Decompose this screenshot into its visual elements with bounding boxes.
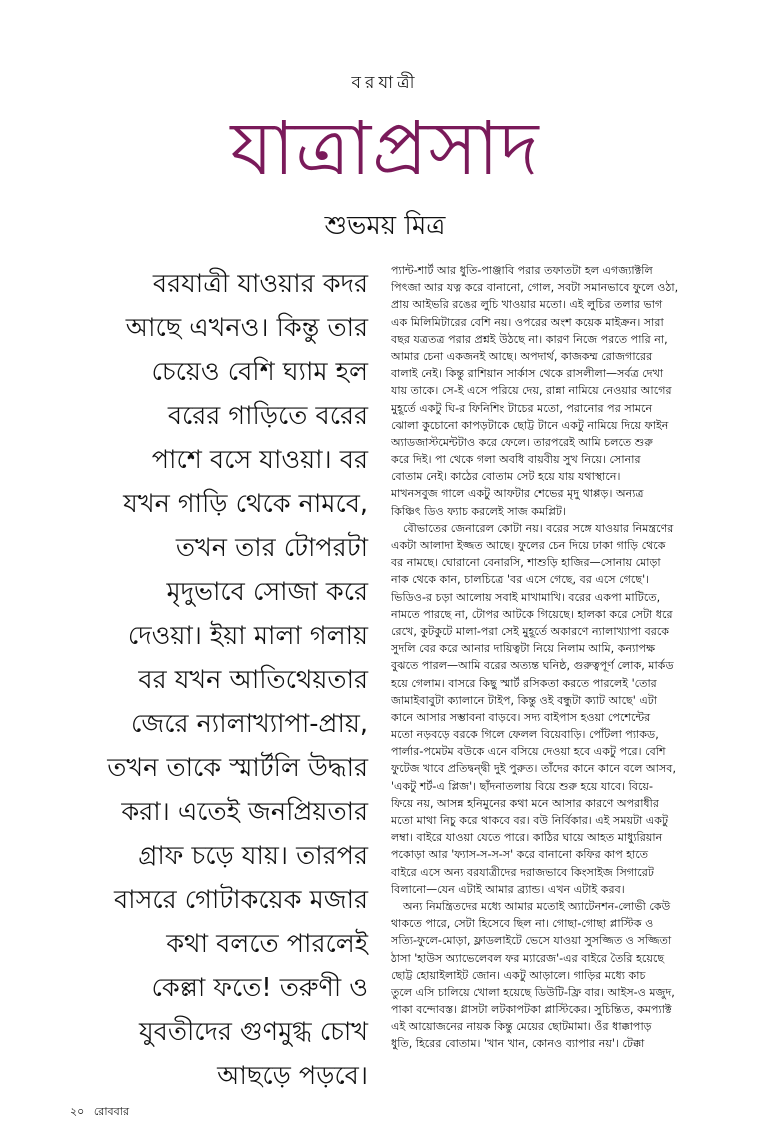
lead-line: তখন তার টোপরটা — [175, 533, 368, 563]
body-line: প্যান্ট-শার্ট আর ধুতি-পাঞ্জাবি পরার তফাতটা হল এগজ্যাক্টলি — [391, 264, 653, 277]
body-line: থাকতে পারে, সেটা হিসেবে ছিল না। গোছা-গোছা প্লাস্টিক ও — [391, 917, 654, 931]
body-line: ফুটেজ খাবে প্রতিদ্বন্দ্বী দুই পুরুত। তাঁদের কানে কানে বলে আসব, — [391, 762, 677, 776]
body-line: বছর যত্রতত্র পরার প্রশ্নই উঠছে না। কারণ নিজে পরতে পারি না, — [391, 332, 668, 346]
body-line: প্রায় আইভরি রঙের লুচি খাওয়ার মতো। এই লুচির তলার ভাগ — [391, 298, 663, 312]
lead-line: বরের গাড়িতে বরের — [167, 401, 368, 431]
body-line: আমার চেনা একজনই আছে। অপদার্থ, কাজকম্ম রোজগারের — [391, 349, 653, 363]
body-line: এক মিলিমিটারের বেশি নয়। ওপরের অংশ কয়েক মাইক্রন। সারা — [391, 315, 664, 329]
body-line: পকোড়া আর 'ফ্যাস-স-স-স' করে বানানো কফির কাপ হাতে — [391, 848, 649, 862]
section-label: বরযাত্রী — [351, 73, 419, 93]
body-line: ফিয়ে নয়, আসন্ন হনিমুনের কথা মনে আসার কারণে অপরাধীর — [391, 796, 659, 810]
body-line: নাক থেকে কান, চালচিত্রে 'বর এসে গেছে, বর এসে গেছে'। — [391, 573, 650, 587]
body-line: মতো নড়বড়ে বরকে গিলে ফেলল বিয়েবাড়ি। পোঁটলা প্যাকড, — [391, 728, 659, 742]
body-line: কিঞ্চিৎ ডিও ফ্যাচ করলেই সাজ কমপ্লিট। — [391, 504, 566, 518]
lead-line: বর যখন আতিথেয়তার — [138, 665, 368, 695]
body-line: ঝোলা কুচোনো কাপড়টাকে ছোট্ট টানে একটু নামিয়ে দিয়ে ফাইন — [391, 418, 669, 432]
body-line: তুলে এসি চালিয়ে খোলা হয়েছে ডিউটি-ফ্রি বার। আইস-ও মজুদ, — [391, 985, 675, 999]
body-line: বাইরে এসে অন্য বরযাত্রীদের দরাজভাবে কিংসাইজ সিগারেট — [391, 865, 654, 879]
publication-name: রোববার — [93, 1105, 130, 1118]
lead-line: কথা বলতে পারলেই — [166, 929, 368, 959]
lead-line: তখন তাকে স্মার্টলি উদ্ধার — [107, 753, 368, 783]
body-line: বিলানো—যেন এটাই আমার ব্র্যান্ড। এখন এটাই করব। — [391, 882, 625, 896]
body-line: এই আয়োজনের নায়ক কিন্তু মেয়ের ছোটমামা। ওঁর ধাক্কাপাড় — [391, 1020, 652, 1034]
body-line: মাখনসবুজ গালে একটু আফটার শেভের মৃদু থাপ্পড়। অন্যত্র — [391, 487, 644, 501]
body-line: ঠাসা 'হাউস অ্যাভেলেবল ফর ম্যারেজ'-এর বাইরে তৈরি হয়েছে — [391, 951, 665, 965]
body-line: সত্যি-ফুলে-মোড়া, ফ্লাডলাইটে ভেসে যাওয়া সুসজ্জিত ও সজ্জিতা — [391, 934, 672, 948]
body-line: কানে আসার সম্ভাবনা বাড়বে। সদ্য বাইপাস হওয়া পেশেন্টের — [391, 710, 651, 724]
lead-line: করা। এতেই জনপ্রিয়তার — [121, 797, 368, 827]
lead-line: যুবতীদের গুণমুগ্ধ চোখ — [138, 1017, 368, 1047]
body-line: ধুতি, হিরের বোতাম। 'খান খান, কোনও ব্যাপার নয়'। টেক্কা — [391, 1037, 645, 1051]
lead-line: বাসরে গোটাকয়েক মজার — [113, 885, 368, 915]
body-line: করে দিই। পা থেকে গলা অবধি বায়বীয় সুখ নিয়ে। সোনার — [391, 453, 641, 467]
lead-paragraph — [48, 262, 368, 1098]
lead-line: পাশে বসে যাওয়া। বর — [151, 445, 368, 475]
body-line: পার্লার-পমেটম বউকে এনে বসিয়ে দেওয়া হবে একটু পরে। বেশি — [391, 745, 666, 759]
lead-line: মৃদুভাবে সোজা করে — [166, 577, 368, 607]
headline: যাত্রাপ্রসাদ — [230, 106, 540, 192]
body-line: 'একটু শর্ট-এ প্লিজ'। ছাঁদনাতলায় বিয়ে শুরু হয়ে যাবে। বিয়ে- — [391, 779, 653, 793]
body-line: রেখে, কুটকুটে মালা-পরা সেই মুহূর্তে অকারণে ন্যালাখ্যাপা বরকে — [391, 624, 670, 638]
lead-line: আছে এখনও। কিন্তু তার — [125, 313, 368, 343]
folio — [70, 1103, 135, 1122]
page-number: ২০ — [70, 1105, 85, 1118]
body-line: ছোট্ট হোয়াইলাইট জোন। একটু আড়ালে। গাড়ির মধ্যে কাচ — [391, 968, 646, 982]
body-line: হয়ে গেলাম। বাসরে কিছু স্মার্ট রসিকতা করতে পারলেই 'তোর — [391, 676, 657, 690]
lead-line: বরযাত্রী যাওয়ার কদর — [152, 269, 368, 299]
body-line: বালাই নেই। কিন্তু রাশিয়ান সার্কাস থেকে রাসলীলা—সর্বত্র দেখা — [391, 367, 664, 381]
body-line: সুদলি বের করে আনার দায়িত্বটা নিয়ে নিলাম আমি, কন্যাপক্ষ — [391, 642, 656, 656]
body-line: বুঝতে পারল—আমি বরের অত্যন্ত ঘনিষ্ঠ, গুরুত্বপূর্ণ লোক, মার্কড — [391, 659, 674, 673]
body-line: একটা আলাদা ইজ্জত আছে। ফুলের চেন দিয়ে ঢাকা গাড়ি থেকে — [391, 539, 666, 552]
lead-line: যখন গাড়ি থেকে নামবে, — [123, 489, 368, 519]
lead-line: দেওয়া। ইয়া মালা গলায় — [127, 621, 368, 651]
body-line: অন্য নিমন্ত্রিতদের মধ্যে আমার মতোই অ্যাটেনশন-লোভী কেউ — [403, 899, 671, 913]
lead-line: আছড়ে পড়বে। — [217, 1061, 368, 1091]
body-line: পিৎজা আর যত্ন করে বানানো, গোল, সবটা সমানভাবে ফুলে ওঠা, — [391, 281, 679, 295]
lead-line: চেয়েও বেশি ঘ্যাম হল — [151, 357, 368, 387]
lead-line: গ্রাফ চড়ে যায়। তারপর — [138, 841, 368, 871]
body-line: ভিডিও-র চড়া আলোয় সবাই মাখামাখি। বরের একপা মাটিতে, — [391, 590, 661, 604]
body-line: মুহূর্তে একটু ঘি-র ফিনিশিং টাচের মতো, পরানোর পর সামনে — [391, 401, 653, 415]
body-line: বোতাম নেই। কাঠের বোতাম সেট হয়ে যায় যথাস্থানে। — [391, 470, 621, 484]
lead-line: জেরে ন্যালাখ্যাপা-প্রায়, — [131, 709, 368, 739]
body-line: অ্যাডজাস্টমেন্টটাও করে ফেলে। তারপরেই আমি চলতে শুরু — [391, 435, 653, 449]
body-line: মতো মাথা নিচু করে থাকবে বর। বউ নির্বিকার। এই সময়টা একটু — [391, 814, 669, 827]
byline: শুভময় মিত্র — [324, 211, 446, 241]
body-line: লম্বা। বাইরে যাওয়া যেতে পারে। কাঠির ঘায়ে আহত মাধ্যুরিয়ান — [391, 831, 663, 845]
body-line: পাকা বন্দোবস্ত। গ্লাসটা লটকাপটকা প্লাস্টিকের। সুচিন্তিত, কমপ্যাক্ট — [391, 1003, 672, 1017]
body-column — [391, 262, 723, 1053]
body-line: যায় তাকে। সে-ই এসে পরিয়ে দেয়, রান্না নামিয়ে নেওয়ার আগের — [391, 384, 672, 398]
body-line: নামতে পারছে না, টোপর আটকে গিয়েছে। হালকা করে সেটা ধরে — [391, 607, 673, 621]
body-line: বর নামছে। ঘোরানো বেনারসি, শাশুড়ি হাজির—সোনায় মোড়া — [391, 556, 661, 570]
lead-line: কেল্লা ফতে! তরুণী ও — [151, 973, 368, 1003]
body-line: জামাইবাবুটা ক্যালানে টাইপ, কিন্তু ওই বন্ধুটা ক্যাট আছে' এটা — [391, 693, 658, 707]
body-line: বৌভাতের জেনারেল কোটা নয়। বরের সঙ্গে যাওয়ার নিমন্ত্রণের — [403, 521, 674, 535]
